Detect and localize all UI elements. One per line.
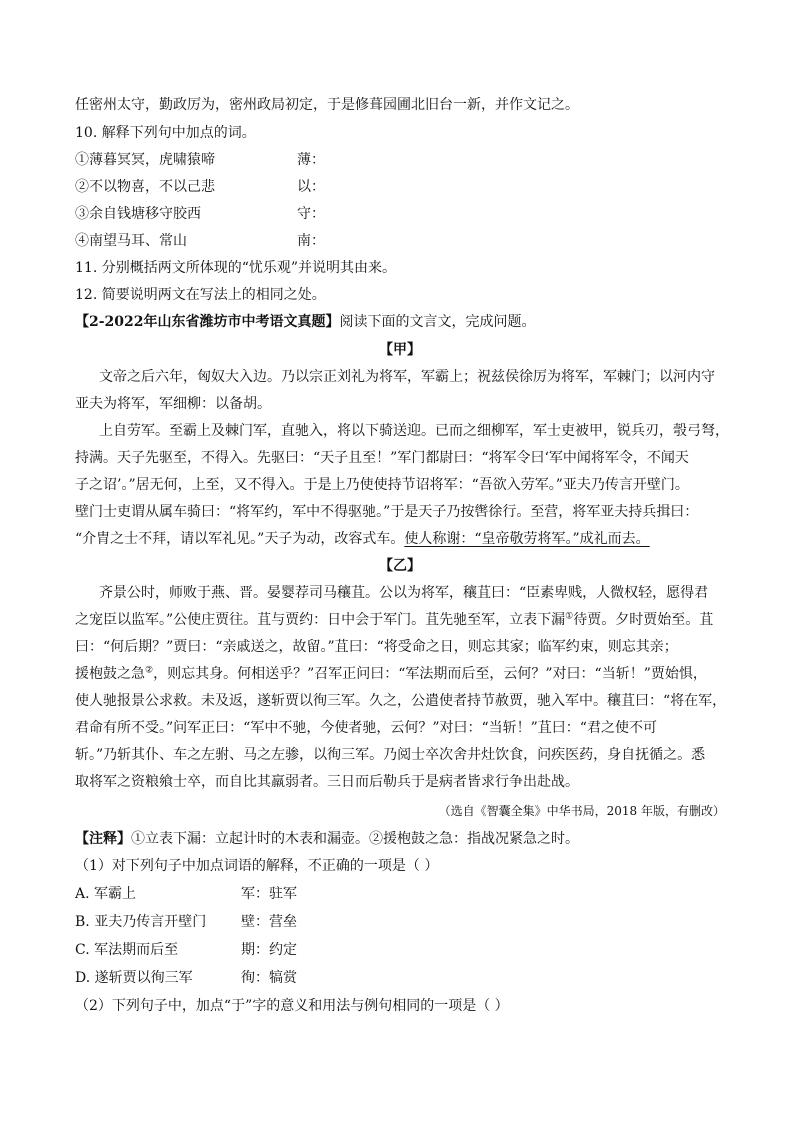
yi-text-line: 曰：“何后期？”贾曰：“亲戚送之，故留。”苴曰：“将受命之日，则忘其家；临军约束，则忘其亲； xyxy=(75,639,678,655)
jia-text-line: 文帝之后六年，匈奴大入边。乃以宗正刘礼为将军，军霸上；祝兹侯徐厉为将军，军棘门；以河内守 xyxy=(99,369,715,385)
passage-yi-heading: 【乙】 xyxy=(379,558,421,574)
jia-text-line: 上自劳军。至霸上及棘门军，直驰入，将以下骑送迎。已而之细柳军，军士吏被甲，锐兵刃，彀弓弩， xyxy=(99,423,729,439)
jia-text-line: 壁门士吏谓从属车骑曰：“将军约，军中不得驱驰。”于是天子乃按辔徐行。至营，将军亚夫持兵揖曰： xyxy=(75,504,699,520)
question-10-title: 10. 解释下列句中加点的词。 xyxy=(75,125,256,141)
q10-answer-blank: 以： xyxy=(297,179,325,195)
yi-text-line: 君命有所不受。”问军正曰：“军中不驰，今使者驰，云何？”对曰：“当斩！”苴曰：“君之使不可 xyxy=(75,720,657,736)
intro-line: 任密州太守，勤政厉为，密州政局初定，于是修葺园圃北旧台一新，并作文记之。 xyxy=(75,97,579,113)
q10-item xyxy=(75,232,325,250)
q10-item xyxy=(75,151,325,169)
option-phrase: 军霸上 xyxy=(94,886,137,902)
yi-text-line: 斩。”乃斩其仆、车之左驸、马之左骖，以徇三军。乃阅士卒次舍井灶饮食，问疾医药，身自抚循之。悉 xyxy=(75,747,706,763)
option-letter: C. xyxy=(75,942,90,958)
yi-text-line xyxy=(75,665,707,683)
option-gloss: 徇：犒赏 xyxy=(241,970,297,986)
option-gloss: 壁：营垒 xyxy=(241,914,297,930)
underlined-sentence: 使人称谢：“皇帝敬劳将军。”成礼而去。 xyxy=(404,531,650,547)
q10-sentence: ②不以物喜，不以己悲 xyxy=(75,179,215,195)
jia-text-line: 亚夫为将军，军细柳：以备胡。 xyxy=(75,396,271,412)
q10-answer-blank: 南： xyxy=(297,233,325,249)
source-citation: （选自《智囊全集》中华书局，2018 年版，有删改） xyxy=(438,804,725,818)
yi-text-segment: 援枹鼓之急 xyxy=(75,666,145,682)
option-letter: B. xyxy=(75,914,90,930)
yi-text-segment: ，则忘其身。何相送乎？”召军正问曰：“军法期而后至，云何？”对曰：“当斩！”贾始惧， xyxy=(153,666,707,682)
jia-text-line: 持满。天子先驱至，不得入。先驱曰：“天子且至！”军门都尉曰：“将军令曰‘军中闻将军令，不闻天 xyxy=(75,450,689,466)
annotation-label: 【注释】 xyxy=(75,831,131,847)
yi-text-line: 使人驰报景公求救。未及返，遂斩贾以徇三军。久之，公遣使者持节赦贾，驰入军中。穰苴曰：“将在军， xyxy=(75,693,727,709)
question-2-title: （2）下列句子中，加点“于”字的意义和用法与例句相同的一项是（ ） xyxy=(75,998,509,1014)
jia-text-line xyxy=(75,530,650,548)
option-gloss: 军：驻军 xyxy=(241,886,297,902)
option-phrase: 军法期而后至 xyxy=(94,942,179,958)
yi-text-line: 取将军之资粮飨士卒，而自比其羸弱者。三日而后勒兵于是病者皆求行争出赴战。 xyxy=(75,774,579,790)
section-2-header xyxy=(75,313,536,331)
q10-item xyxy=(75,178,325,196)
question-11: 11. 分别概括两文所体现的“忧乐观”并说明其由来。 xyxy=(75,260,397,276)
question-1-title: （1）对下列句子中加点词语的解释，不正确的一项是（ ） xyxy=(75,858,439,874)
q10-item xyxy=(75,205,325,223)
option-c xyxy=(75,941,297,959)
jia-text-segment: “介胄之士不拜，请以军礼见。”天子为动，改容式车。 xyxy=(75,531,405,547)
yi-text-segment: 之宠臣以监军。”公使庄贾往。苴与贾约：日中会于军门。苴先驰至军，立表下漏 xyxy=(75,612,566,628)
yi-text-line xyxy=(75,611,713,629)
option-gloss: 期：约定 xyxy=(241,942,297,958)
option-letter: A. xyxy=(75,886,90,902)
jia-text-line: 子之诏’。”居无何，上至，又不得入。于是上乃使使持节诏将军：“吾欲入劳军。”亚夫乃传言开壁门。 xyxy=(75,477,689,493)
option-a xyxy=(75,885,297,903)
section-instruction: 阅读下面的文言文，完成问题。 xyxy=(339,314,536,330)
q10-answer-blank: 守： xyxy=(297,206,325,222)
option-d xyxy=(75,969,297,987)
yi-text-segment: 待贾。夕时贾始至。苴 xyxy=(573,612,714,628)
section-source-tag: 【2-2022年山东省潍坊市中考语文真题】 xyxy=(75,314,340,330)
option-phrase: 亚夫乃传言开壁门 xyxy=(94,914,207,930)
yi-text-line: 齐景公时，师败于燕、晋。晏婴荐司马穰苴。公以为将军，穰苴曰：“臣素卑贱，人微权轻，愿得君 xyxy=(99,585,709,601)
q10-sentence: ①薄暮冥冥，虎啸猿啼 xyxy=(75,152,215,168)
annotation xyxy=(75,830,579,848)
option-phrase: 遂斩贾以徇三军 xyxy=(94,970,193,986)
note-mark-1: ① xyxy=(565,611,574,622)
q10-sentence: ③余自钱塘移守胶西 xyxy=(75,206,201,222)
q10-sentence: ④南望马耳、常山 xyxy=(75,233,187,249)
annotation-text: ①立表下漏：立起计时的木表和漏壶。②援枹鼓之急：指战况紧急之时。 xyxy=(131,831,579,847)
option-letter: D. xyxy=(75,970,91,986)
q10-answer-blank: 薄： xyxy=(297,152,325,168)
passage-jia-heading: 【甲】 xyxy=(379,342,421,358)
note-mark-2: ② xyxy=(145,665,154,676)
option-b xyxy=(75,913,297,931)
question-12: 12. 简要说明两文在写法上的相同之处。 xyxy=(75,287,326,303)
